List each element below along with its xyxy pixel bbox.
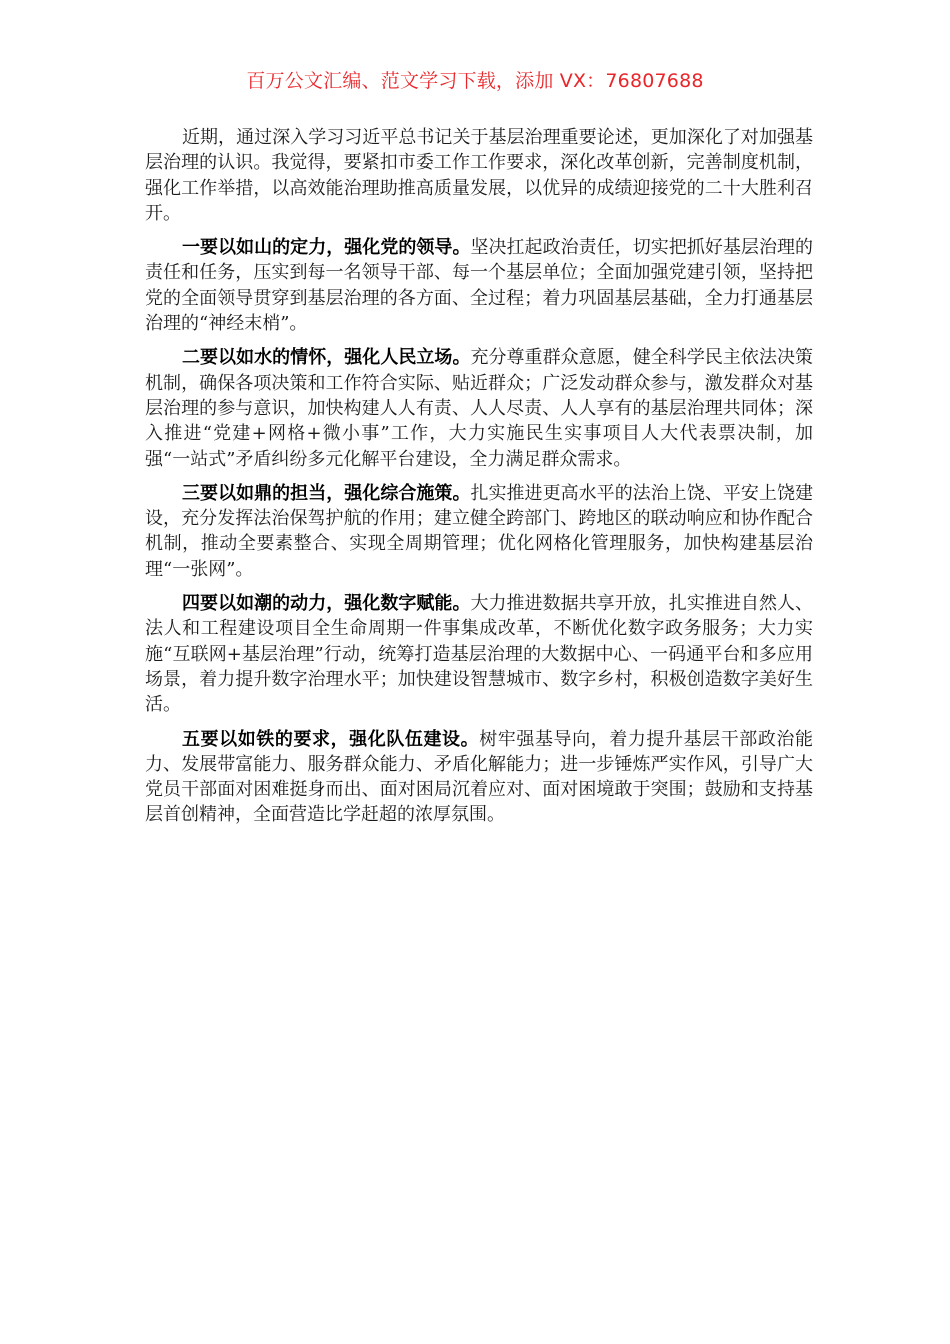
section-paragraph-2	[145, 345, 813, 471]
section-body: 充分尊重群众意愿，健全科学民主依法决策机制，确保各项决策和工作符合实际、贴近群众；广泛发动群众参与，激发群众对基层治理的参与意识，加快构建人人有责、人人尽责、人人享有的基层治理共同体；深入推进“党建+网格+微小事”工作，大力实施民生实事项目人大代表票决制，加强“一站式”矛盾纠纷多元化解平台建设，全力满足群众需求。	[145, 347, 813, 470]
section-paragraph-5	[145, 727, 813, 828]
section-paragraph-3	[145, 481, 813, 582]
section-lead: 二要以如水的情怀，强化人民立场。	[182, 347, 471, 369]
section-body: 大力推进数据共享开放，扎实推进自然人、法人和工程建设项目全生命周期一件事集成改革，不断优化数字政务服务；大力实施“互联网+基层治理”行动，统筹打造基层治理的大数据中心、一码通平台和多应用场景，着力提升数字治理水平；加快建设智慧城市、数字乡村，积极创造数字美好生活。	[145, 593, 813, 716]
section-lead: 一要以如山的定力，强化党的领导。	[182, 237, 471, 259]
section-lead: 三要以如鼎的担当，强化综合施策。	[182, 482, 471, 504]
section-paragraph-1	[145, 235, 813, 336]
section-body: 扎实推进更高水平的法治上饶、平安上饶建设，充分发挥法治保驾护航的作用；建立健全跨部门、跨地区的联动响应和协作配合机制，推动全要素整合、实现全周期管理；优化网格化管理服务，加快构建基层治理“一张网”。	[145, 482, 813, 580]
intro-paragraph: 近期，通过深入学习习近平总书记关于基层治理重要论述，更加深化了对加强基层治理的认识。我觉得，要紧扣市委工作工作要求，深化改革创新，完善制度机制，强化工作举措，以高效能治理助推高质量发展，以优异的成绩迎接党的二十大胜利召开。	[145, 127, 813, 224]
section-body: 坚决扛起政治责任，切实把抓好基层治理的责任和任务，压实到每一名领导干部、每一个基层单位；全面加强党建引领，坚持把党的全面领导贯穿到基层治理的各方面、全过程；着力巩固基层基础，全力打通基层治理的“神经末梢”。	[145, 237, 813, 335]
header-banner: 百万公文汇编、范文学习下载，添加 VX：76807688	[246, 70, 704, 92]
document-body	[145, 125, 813, 837]
section-body: 树牢强基导向，着力提升基层干部政治能力、发展带富能力、服务群众能力、矛盾化解能力；进一步锤炼严实作风，引导广大党员干部面对困难挺身而出、面对困局沉着应对、面对困境敢于突围；鼓励和支持基层首创精神，全面营造比学赶超的浓厚氛围。	[145, 728, 814, 826]
section-paragraph-4	[145, 591, 813, 717]
section-lead: 四要以如潮的动力，强化数字赋能。	[182, 593, 471, 615]
section-lead: 五要以如铁的要求，强化队伍建设。	[182, 728, 480, 750]
